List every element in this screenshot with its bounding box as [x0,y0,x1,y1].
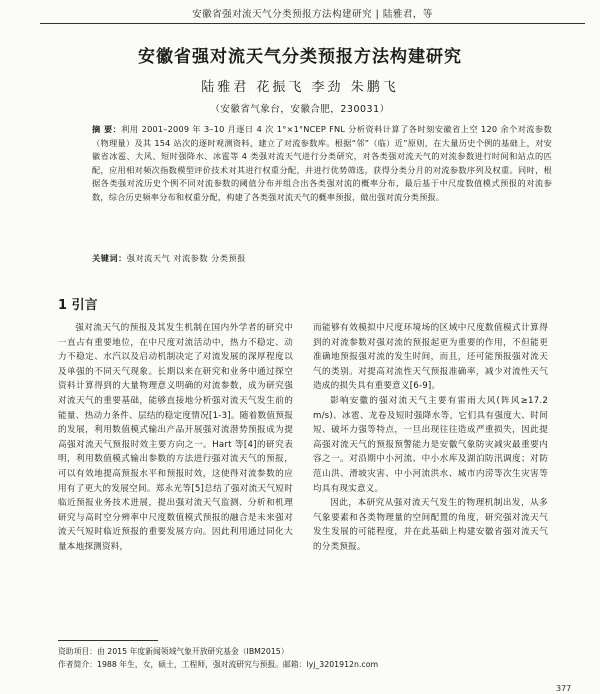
running-header: 安徽省强对流天气分类预报方法构建研究 | 陆雅君，等 [40,6,585,24]
body-paragraph: 强对流天气的预报及其发生机制在国内外学者的研究中一直占有重要地位，在中尺度对流活动中，热力不稳定、动力不稳定、水汽以及启动机制决定了对流发展的深厚程度以及单强的不同天气现象。长期以来在研究和业务中通过探空资料计算得到的大量物理意义明确的对流参数，成为研究强对流天气的重要基础，能够直接地分析强对流天气发生前的能量、热动力条件、层结的稳定度情况[1-3]。随着数值预报的发展，利用数值模式输出产品开展强对流潜势预报成为提高强对流天气预报时效主要方向之一。Hart 等[4]的研究表明，利用数值模式输出参数的方法进行强对流天气的预报，可以有效地提高预报水平和预报时效，这使得对流参数的应用有了更大的发展空间。郑永光等[5]总结了强对流天气短时临近预报业务技术进展，提出强对流天气监测、分析和机理研究与高时空分辨率中尺度数值模式预报的融合是未来强对流天气短时临近预报的重要发展方向。因此利用通过同化大量本地探测资料， [58,323,293,552]
footnotes [58,645,558,671]
keywords-text: 强对流天气 对流参数 分类预报 [126,253,246,263]
keywords-label: 关键词： [92,253,127,263]
page-number: 377 [556,684,572,693]
footnote-fund: 资助项目：由 2015 年度新闻领域气象开放研究基金（IBM2015） [58,647,289,656]
footnote-divider [58,640,158,641]
footnote-author: 作者简介：1988 年生，女，硕士，工程师，强对流研究与预报。邮箱：lyj_3201912n.com [58,660,379,669]
body-paragraph: 影响安徽的强对流天气主要有雷雨大风(阵风≥17.2 m/s)、冰雹、龙卷及短时强降水等，它们具有强度大、时间短、破坏力强等特点，一旦出现往往造成严重损失，因此提高强对流天气的预报预警能力是安徽气象防灾减灾最重要内容之一。对沿期中小河流、中小水库及湖泊防汛调度；对防范山洪、滑坡灾害、中小河流洪水、城市内涝等次生灾害等均具有现实意义。 [313,395,548,494]
author-list: 陆雅君 花振飞 李劲 朱鹏飞 [201,80,399,95]
section-heading-intro: 1 引言 [58,298,98,313]
keywords [92,253,552,264]
paper-title: 安徽省强对流天气分类预报方法构建研究 [138,47,462,67]
body-column-right [313,321,548,555]
abstract-label: 摘 要： [92,124,122,134]
body-paragraph: 因此，本研究从强对流天气发生的物理机制出发，从多气象要素和各类物理量的空间配置的角度，研究强对流天气发生发展的可能程度，并在此基础上构建安徽省强对流天气的分类预报。 [313,498,548,552]
abstract [92,123,552,205]
affiliation: （安徽省气象台，安徽合肥，230031） [210,104,390,115]
body-column-left [58,321,293,555]
body-paragraph: 而能够有效模拟中尺度环境场的区域中尺度数值模式计算得到的对流参数对强对流的预报起更为重要的作用，不但能更准确地预报强对流的发生时间，而且，还可能预报强对流天气的类别。对提高对流性天气预报准确率，减少对流性天气造成的损失具有重要意义[6-9]。 [313,323,548,392]
abstract-text: 利用 2001–2009 年 3–10 月逐日 4 次 1°×1°NCEP FNL 分析资料计算了各时刻安徽省上空 120 余个对流参数（物理量）及其 154 站次的逐时观测资料，建立了对流参数库。根据“邻”（临）近”原则，在大量历史个例的基础上，对安徽省冰雹、大风、短时强降水、冰雹等 4 类强对流天气进行分类研究，对各类强对流天气的对流参数进行时间和站点的匹配，应用相对频次指数模型评价技术对其进行权重分配，并进行优势筛选，获得分类分月的对流参数序列及权重。同时，根据各类强对流历史个例不同对流参数的阈值分布并组合出各类强对流的概率分布，最后基于中尺度数值模式预报的对流参数，综合历史频率分布和权重分配，构建了各类强对流天气的概率预报，做出强对流分类预报。 [92,124,552,202]
